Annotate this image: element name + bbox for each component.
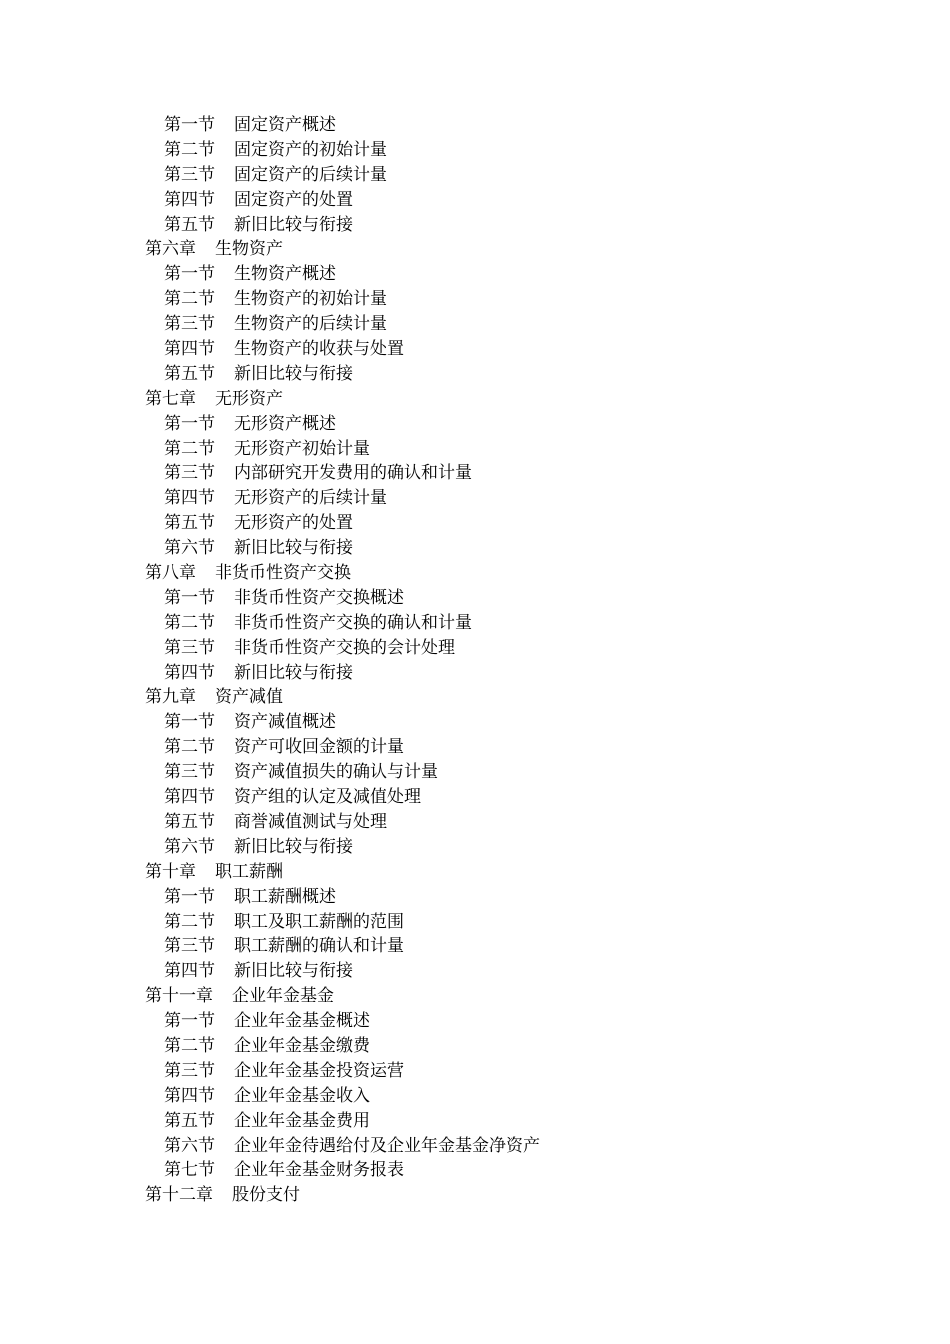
- chapter-number: 第十章: [145, 861, 196, 882]
- section-title: 生物资产的收获与处置: [234, 339, 404, 360]
- chapter-title: 非货币性资产交换: [215, 563, 351, 584]
- section-number: 第三节: [164, 314, 215, 335]
- toc-chapter-entry: [0, 1183, 950, 1208]
- toc-chapter-entry: [0, 237, 950, 262]
- section-title: 固定资产的处置: [234, 189, 353, 210]
- toc-section-entry: [0, 1059, 950, 1084]
- toc-section-entry: [0, 262, 950, 287]
- section-title: 企业年金基金缴费: [234, 1035, 370, 1056]
- section-number: 第六节: [164, 538, 215, 559]
- section-number: 第二节: [164, 737, 215, 758]
- section-number: 第四节: [164, 961, 215, 982]
- section-number: 第三节: [164, 637, 215, 658]
- toc-section-entry: [0, 188, 950, 213]
- section-title: 新旧比较与衔接: [234, 836, 353, 857]
- toc-section-entry: [0, 461, 950, 486]
- section-number: 第二节: [164, 139, 215, 160]
- toc-section-entry: [0, 486, 950, 511]
- section-number: 第三节: [164, 936, 215, 957]
- toc-section-entry: [0, 586, 950, 611]
- section-number: 第五节: [164, 214, 215, 235]
- toc-section-entry: [0, 934, 950, 959]
- section-number: 第一节: [164, 264, 215, 285]
- section-title: 内部研究开发费用的确认和计量: [234, 463, 472, 484]
- section-title: 资产减值概述: [234, 712, 336, 733]
- toc-section-entry: [0, 710, 950, 735]
- section-number: 第一节: [164, 115, 215, 135]
- section-title: 非货币性资产交换的确认和计量: [234, 612, 472, 633]
- toc-section-entry: [0, 760, 950, 785]
- section-title: 职工薪酬的确认和计量: [234, 936, 404, 957]
- section-title: 生物资产的初始计量: [234, 289, 387, 310]
- section-number: 第二节: [164, 438, 215, 459]
- section-number: 第一节: [164, 587, 215, 608]
- section-number: 第一节: [164, 1011, 215, 1032]
- toc-section-entry: [0, 1034, 950, 1059]
- toc-section-entry: [0, 1009, 950, 1034]
- toc-section-entry: [0, 337, 950, 362]
- section-number: 第六节: [164, 836, 215, 857]
- section-title: 资产可收回金额的计量: [234, 737, 404, 758]
- toc-section-entry: [0, 213, 950, 238]
- section-title: 无形资产的后续计量: [234, 488, 387, 509]
- section-title: 生物资产概述: [234, 264, 336, 285]
- section-title: 非货币性资产交换的会计处理: [234, 637, 455, 658]
- toc-section-entry: [0, 362, 950, 387]
- section-number: 第四节: [164, 488, 215, 509]
- section-number: 第七节: [164, 1160, 215, 1181]
- toc-section-entry: [0, 163, 950, 188]
- section-title: 无形资产的处置: [234, 513, 353, 534]
- chapter-number: 第七章: [145, 388, 196, 409]
- section-title: 固定资产的后续计量: [234, 164, 387, 185]
- toc-chapter-entry: [0, 387, 950, 412]
- toc-section-entry: [0, 138, 950, 163]
- section-title: 生物资产的后续计量: [234, 314, 387, 335]
- section-title: 企业年金基金收入: [234, 1085, 370, 1106]
- toc-section-entry: [0, 1109, 950, 1134]
- section-number: 第二节: [164, 1035, 215, 1056]
- section-number: 第四节: [164, 662, 215, 683]
- toc-chapter-entry: [0, 984, 950, 1009]
- chapter-title: 股份支付: [232, 1185, 300, 1206]
- section-title: 职工及职工薪酬的范围: [234, 911, 404, 932]
- section-number: 第三节: [164, 164, 215, 185]
- chapter-title: 企业年金基金: [232, 986, 334, 1007]
- toc-section-entry: [0, 785, 950, 810]
- toc-section-entry: [0, 536, 950, 561]
- toc-section-entry: [0, 810, 950, 835]
- section-title: 非货币性资产交换概述: [234, 587, 404, 608]
- section-title: 固定资产概述: [234, 115, 336, 135]
- toc-section-entry: [0, 885, 950, 910]
- section-title: 资产组的认定及减值处理: [234, 787, 421, 808]
- toc-chapter-entry: [0, 561, 950, 586]
- chapter-number: 第十二章: [145, 1185, 213, 1206]
- section-number: 第三节: [164, 1060, 215, 1081]
- chapter-number: 第九章: [145, 687, 196, 708]
- section-number: 第六节: [164, 1135, 215, 1156]
- section-title: 企业年金基金财务报表: [234, 1160, 404, 1181]
- section-title: 新旧比较与衔接: [234, 363, 353, 384]
- section-number: 第二节: [164, 289, 215, 310]
- toc-section-entry: [0, 113, 950, 138]
- section-number: 第二节: [164, 612, 215, 633]
- section-title: 商誉减值测试与处理: [234, 811, 387, 832]
- section-number: 第四节: [164, 1085, 215, 1106]
- toc-section-entry: [0, 1134, 950, 1159]
- section-number: 第五节: [164, 811, 215, 832]
- toc-section-entry: [0, 910, 950, 935]
- toc-chapter-entry: [0, 685, 950, 710]
- toc-section-entry: [0, 835, 950, 860]
- toc-section-entry: [0, 611, 950, 636]
- section-title: 企业年金基金概述: [234, 1011, 370, 1032]
- section-title: 资产减值损失的确认与计量: [234, 762, 438, 783]
- section-number: 第五节: [164, 513, 215, 534]
- section-number: 第五节: [164, 1110, 215, 1131]
- chapter-number: 第六章: [145, 239, 196, 260]
- section-number: 第四节: [164, 787, 215, 808]
- section-number: 第四节: [164, 189, 215, 210]
- toc-section-entry: [0, 661, 950, 686]
- table-of-contents: [0, 113, 950, 1208]
- section-title: 新旧比较与衔接: [234, 214, 353, 235]
- toc-chapter-entry: [0, 860, 950, 885]
- section-title: 新旧比较与衔接: [234, 961, 353, 982]
- section-title: 新旧比较与衔接: [234, 662, 353, 683]
- section-title: 企业年金基金投资运营: [234, 1060, 404, 1081]
- toc-section-entry: [0, 511, 950, 536]
- toc-section-entry: [0, 636, 950, 661]
- section-number: 第三节: [164, 463, 215, 484]
- chapter-number: 第十一章: [145, 986, 213, 1007]
- toc-section-entry: [0, 1084, 950, 1109]
- chapter-title: 资产减值: [215, 687, 283, 708]
- chapter-title: 生物资产: [215, 239, 283, 260]
- toc-section-entry: [0, 735, 950, 760]
- toc-section-entry: [0, 312, 950, 337]
- section-title: 企业年金基金费用: [234, 1110, 370, 1131]
- section-number: 第一节: [164, 712, 215, 733]
- section-number: 第三节: [164, 762, 215, 783]
- section-number: 第四节: [164, 339, 215, 360]
- section-number: 第一节: [164, 413, 215, 434]
- section-number: 第五节: [164, 363, 215, 384]
- section-title: 新旧比较与衔接: [234, 538, 353, 559]
- toc-section-entry: [0, 1158, 950, 1183]
- section-title: 无形资产概述: [234, 413, 336, 434]
- section-title: 无形资产初始计量: [234, 438, 370, 459]
- section-title: 职工薪酬概述: [234, 886, 336, 907]
- chapter-number: 第八章: [145, 563, 196, 584]
- toc-section-entry: [0, 437, 950, 462]
- section-number: 第一节: [164, 886, 215, 907]
- toc-section-entry: [0, 959, 950, 984]
- chapter-title: 无形资产: [215, 388, 283, 409]
- section-title: 企业年金待遇给付及企业年金基金净资产: [234, 1135, 540, 1156]
- section-number: 第二节: [164, 911, 215, 932]
- chapter-title: 职工薪酬: [215, 861, 283, 882]
- toc-section-entry: [0, 287, 950, 312]
- toc-section-entry: [0, 412, 950, 437]
- section-title: 固定资产的初始计量: [234, 139, 387, 160]
